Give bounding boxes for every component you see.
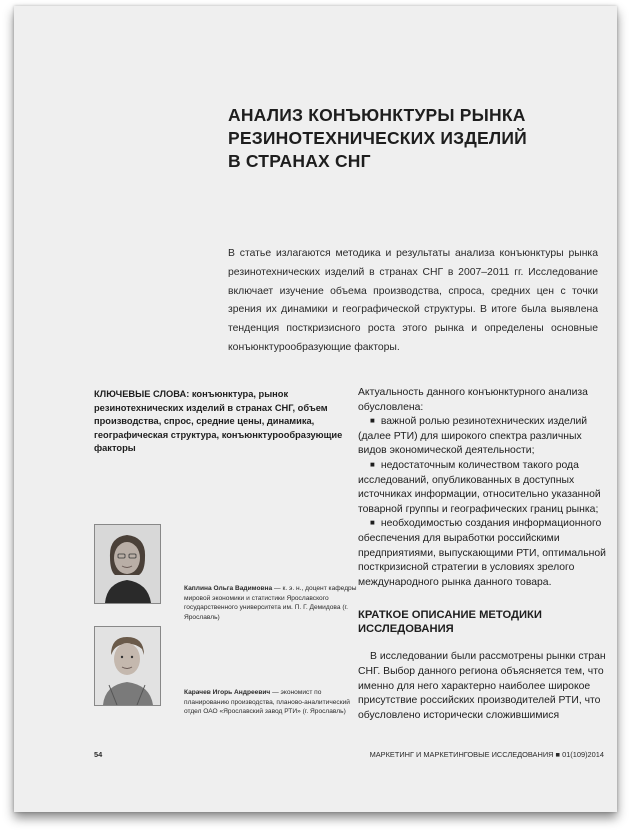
author-photo-karachev [94,626,161,706]
intro-paragraph: Актуальность данного конъюнктурного анализа обусловлена: [358,387,588,413]
page-number: 54 [94,750,103,759]
section-heading-line: КРАТКОЕ ОПИСАНИЕ МЕТОДИКИ [358,609,542,622]
bullet-item: ■ важной ролью резинотехнических изделий (далее РТИ) для широкого спектра различных видов экономической деятельности; [358,415,606,459]
journal-name: МАРКЕТИНГ И МАРКЕТИНГОВЫЕ ИССЛЕДОВАНИЯ [369,750,554,759]
issue-number: 01(109)2014 [562,750,604,759]
author-photo-kaplina [94,524,161,604]
author-description: — к. э. н., доцент кафедры мировой экономики и статистики Ярославского государственного университета им. П. Г. Демидова (г. Ярославль) [184,585,357,621]
author-description: — экономист по планированию производства, планово-аналитический отдел ОАО «Ярославский завод РТИ» (г. Ярославль) [184,689,350,716]
keywords-text: конъюнктура, рынок резинотехнических изделий в странах СНГ, объем производства, спрос, средние цены, динамика, географическая структура, конъюнктурообразующие факторы [94,389,343,454]
article-title [228,104,568,173]
journal-page [14,6,617,812]
section-heading [358,608,606,636]
keywords-block [94,388,344,456]
square-icon: ■ [555,750,561,759]
author-caption-karachev [184,688,364,717]
article-abstract: В статье излагаются методика и результаты анализа конъюнктуры рынка резинотехнических изделий в странах СНГ в 2007–2011 гг. Исследование включает изучение объема производства, спроса, средних цен с точки зрения их динамики и географической структуры. В итоге была выявлена тенденция посткризисного роста этого рынка и определены основные конъюнктурообразующие факторы. [228,248,598,353]
bullet-item: ■ недостаточным количеством такого рода исследований, опубликованных в доступных источниках информации, относительно указанной товарной группы и географических границ рынка; [358,459,606,517]
portrait-man-icon [95,627,160,705]
author-name: Каплина Ольга Вадимовна [184,585,273,592]
portrait-woman-icon [95,525,160,603]
keywords-label: КЛЮЧЕВЫЕ СЛОВА: [94,389,190,399]
author-caption-kaplina [184,584,364,622]
body-column [358,386,606,723]
title-line: РЕЗИНОТЕХНИЧЕСКИХ ИЗДЕЛИЙ [228,128,527,148]
title-line: В СТРАНАХ СНГ [228,151,371,171]
title-line: АНАЛИЗ КОНЪЮНКТУРЫ РЫНКА [228,105,526,125]
section-paragraph: В исследовании были рассмотрены рынки стран СНГ. Выбор данного региона объясняется тем, что именно для него характерно наиболее широкое присутствие российских производителей РТИ, что обусловлено исторически сложившимися [358,651,606,721]
author-name: Карачев Игорь Андреевич [184,689,271,696]
journal-info [370,750,604,759]
section-heading-line: ИССЛЕДОВАНИЯ [358,623,454,636]
bullet-item: ■ необходимостью создания информационного обеспечения для выработки российскими предприятиями, выпускающими РТИ, оптимальной посткризисной стратегии в условиях зрелого международного рынка данного товара. [358,517,606,590]
